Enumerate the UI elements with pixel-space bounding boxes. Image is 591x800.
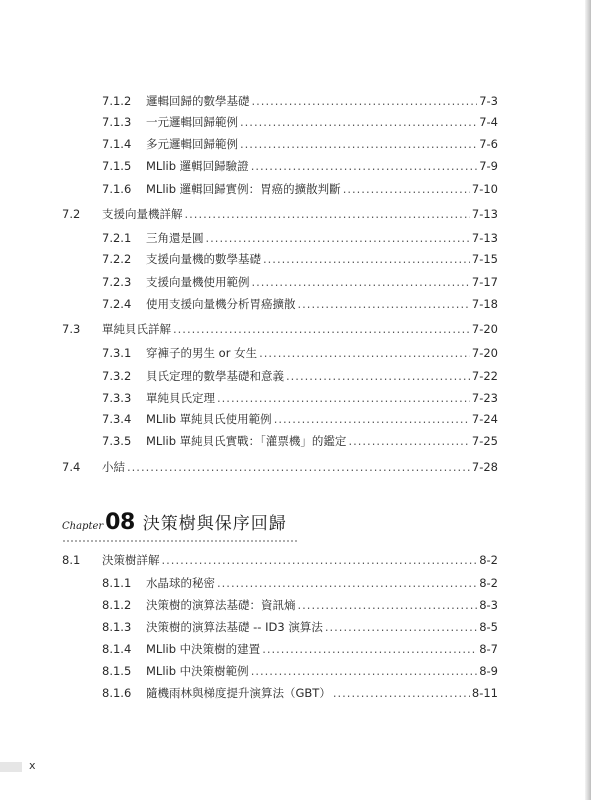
toc-entry-title-line xyxy=(102,320,498,338)
toc-entry-page: 7-10 xyxy=(471,182,498,196)
toc-dot-leader xyxy=(263,250,470,268)
toc-dot-leader xyxy=(252,273,470,291)
toc-entry-page: 7-13 xyxy=(471,231,498,245)
toc-entry-title-line xyxy=(146,92,498,110)
toc-entry-title-line xyxy=(146,574,498,592)
toc-entry-number: 7.2.4 xyxy=(102,297,132,311)
toc-entry-page: 7-18 xyxy=(471,297,498,311)
toc-entry-number: 8.1.6 xyxy=(102,686,132,700)
toc-entry-title: MLlib 單純貝氏使用範例 xyxy=(146,412,272,426)
toc-dot-leader xyxy=(298,596,478,614)
toc-dot-leader xyxy=(298,295,470,313)
toc-entry-page: 7-23 xyxy=(471,391,498,405)
toc-entry-number: 8.1.3 xyxy=(102,620,132,634)
toc-dot-leader xyxy=(252,92,478,110)
toc-entry-title: MLlib 中決策樹的建置 xyxy=(146,642,261,656)
page-edge-shadow xyxy=(585,0,591,800)
chapter-title: 決策樹與保序回歸 xyxy=(142,514,287,534)
toc-entry-page: 7-24 xyxy=(471,412,498,426)
toc-entry-number: 7.3.5 xyxy=(102,434,132,448)
toc-entry-title: 水晶球的秘密 xyxy=(146,576,215,590)
chapter-dotted-rule xyxy=(62,540,299,542)
toc-dot-leader xyxy=(217,574,477,592)
toc-entry-page: 7-4 xyxy=(479,115,498,129)
page-number-tab xyxy=(0,762,22,772)
chapter-word: Chapter xyxy=(62,521,104,532)
toc-entry-title-line xyxy=(146,157,498,175)
toc-entry-title: 決策樹詳解 xyxy=(102,553,160,567)
toc-entry-number: 7.2.1 xyxy=(102,231,132,245)
toc-entry-title: MLlib 邏輯回歸實例：胃癌的擴散判斷 xyxy=(146,182,341,196)
toc-entry-title: MLlib 邏輯回歸驗證 xyxy=(146,159,249,173)
toc-entry-title-line xyxy=(146,389,498,407)
toc-entry-title-line xyxy=(146,273,498,291)
toc-entry-page: 8-9 xyxy=(479,664,498,678)
toc-entry-title-line xyxy=(146,113,498,131)
toc-entry-title: 穿褲子的男生 or 女生 xyxy=(146,346,258,360)
toc-entry-title: 決策樹的演算法基礎 -- ID3 演算法 xyxy=(146,620,323,634)
toc-entry-title-line xyxy=(146,344,498,362)
toc-entry-number: 7.1.3 xyxy=(102,115,132,129)
toc-entry-page: 8-11 xyxy=(471,686,498,700)
toc-entry-page: 7-25 xyxy=(471,434,498,448)
toc-entry-number: 7.3.3 xyxy=(102,391,132,405)
toc-entry-title-line xyxy=(146,135,498,153)
toc-dot-leader xyxy=(162,551,478,569)
toc-entry-title-line xyxy=(102,205,498,223)
toc-dot-leader xyxy=(262,640,477,658)
toc-entry-number: 7.4 xyxy=(62,460,81,474)
toc-entry-title: 支援向量機詳解 xyxy=(102,207,183,221)
toc-entry-title-line xyxy=(146,180,498,198)
toc-entry-title: 三角還是圓 xyxy=(146,231,204,245)
toc-entry-number: 7.3.2 xyxy=(102,369,132,383)
toc-entry-number: 7.1.4 xyxy=(102,137,132,151)
toc-entry-title-line xyxy=(102,551,498,569)
toc-dot-leader xyxy=(274,410,470,428)
toc-entry-number: 8.1.4 xyxy=(102,642,132,656)
toc-dot-leader xyxy=(251,157,478,175)
toc-entry-page: 7-20 xyxy=(471,322,498,336)
toc-entry-title: 一元邏輯回歸範例 xyxy=(146,115,238,129)
toc-entry-title: 小結 xyxy=(102,460,125,474)
toc-entry-number: 8.1.5 xyxy=(102,664,132,678)
toc-entry-title-line xyxy=(146,229,498,247)
toc-dot-leader xyxy=(173,320,470,338)
toc-entry-title: 支援向量機使用範例 xyxy=(146,275,250,289)
toc-dot-leader xyxy=(240,113,477,131)
toc-dot-leader xyxy=(251,662,478,680)
toc-entry-title-line xyxy=(146,618,498,636)
toc-entry-title-line xyxy=(146,250,498,268)
toc-entry-number: 7.3.1 xyxy=(102,346,132,360)
toc-entry-page: 8-2 xyxy=(479,553,498,567)
toc-entry-page: 7-9 xyxy=(479,159,498,173)
toc-entry-number: 7.2.3 xyxy=(102,275,132,289)
toc-entry-page: 7-13 xyxy=(471,207,498,221)
toc-dot-leader xyxy=(185,205,470,223)
toc-entry-page: 7-3 xyxy=(479,94,498,108)
chapter-heading xyxy=(62,509,287,541)
toc-entry-title: 決策樹的演算法基礎：資訊熵 xyxy=(146,598,296,612)
toc-entry-number: 7.2 xyxy=(62,207,81,221)
toc-entry-title-line xyxy=(146,596,498,614)
toc-entry-title: 支援向量機的數學基礎 xyxy=(146,252,261,266)
toc-entry-title: 單純貝氏定理 xyxy=(146,391,215,405)
toc-entry-title: 貝氏定理的數學基礎和意義 xyxy=(146,369,284,383)
toc-dot-leader xyxy=(333,684,470,702)
toc-entry-page: 7-17 xyxy=(471,275,498,289)
toc-entry-page: 7-22 xyxy=(471,369,498,383)
toc-entry-title-line xyxy=(146,640,498,658)
toc-entry-title: 單純貝氏詳解 xyxy=(102,322,171,336)
toc-entry-title: 多元邏輯回歸範例 xyxy=(146,137,238,151)
toc-entry-title-line xyxy=(146,432,498,450)
toc-entry-page: 7-28 xyxy=(471,460,498,474)
toc-dot-leader xyxy=(286,367,470,385)
toc-entry-page: 8-3 xyxy=(479,598,498,612)
toc-dot-leader xyxy=(343,180,470,198)
toc-dot-leader xyxy=(348,432,469,450)
toc-entry-page: 7-20 xyxy=(471,346,498,360)
toc-entry-page: 8-2 xyxy=(479,576,498,590)
toc-entry-page: 8-7 xyxy=(479,642,498,656)
toc-entry-number: 8.1.2 xyxy=(102,598,132,612)
toc-entry-title: MLlib 中決策樹範例 xyxy=(146,664,249,678)
toc-dot-leader xyxy=(240,135,477,153)
toc-entry-title: 使用支援向量機分析胃癌擴散 xyxy=(146,297,296,311)
toc-entry-number: 8.1.1 xyxy=(102,576,132,590)
toc-dot-leader xyxy=(206,229,470,247)
toc-dot-leader xyxy=(325,618,477,636)
toc-entry-title-line xyxy=(146,295,498,313)
toc-entry-number: 7.1.5 xyxy=(102,159,132,173)
toc-entry-title-line xyxy=(102,458,498,476)
toc-dot-leader xyxy=(217,389,470,407)
toc-dot-leader xyxy=(259,344,470,362)
page-number: x xyxy=(29,759,36,772)
toc-entry-number: 7.2.2 xyxy=(102,252,132,266)
toc-entry-number: 7.3.4 xyxy=(102,412,132,426)
toc-entry-number: 7.1.6 xyxy=(102,182,132,196)
toc-entry-title-line xyxy=(146,410,498,428)
chapter-number: 08 xyxy=(105,510,135,535)
toc-dot-leader xyxy=(127,458,470,476)
toc-entry-title: MLlib 單純貝氏實戰：「灌票機」的鑑定 xyxy=(146,434,347,448)
toc-entry-title: 隨機雨林與梯度提升演算法（GBT） xyxy=(146,686,331,700)
toc-entry-number: 7.3 xyxy=(62,322,81,336)
toc-entry-title: 邏輯回歸的數學基礎 xyxy=(146,94,250,108)
toc-entry-number: 8.1 xyxy=(62,553,81,567)
toc-entry-page: 7-6 xyxy=(479,137,498,151)
toc-entry-title-line xyxy=(146,662,498,680)
toc-entry-page: 8-5 xyxy=(479,620,498,634)
toc-entry-title-line xyxy=(146,367,498,385)
toc-entry-number: 7.1.2 xyxy=(102,94,132,108)
toc-entry-title-line xyxy=(146,684,498,702)
toc-entry-page: 7-15 xyxy=(471,252,498,266)
